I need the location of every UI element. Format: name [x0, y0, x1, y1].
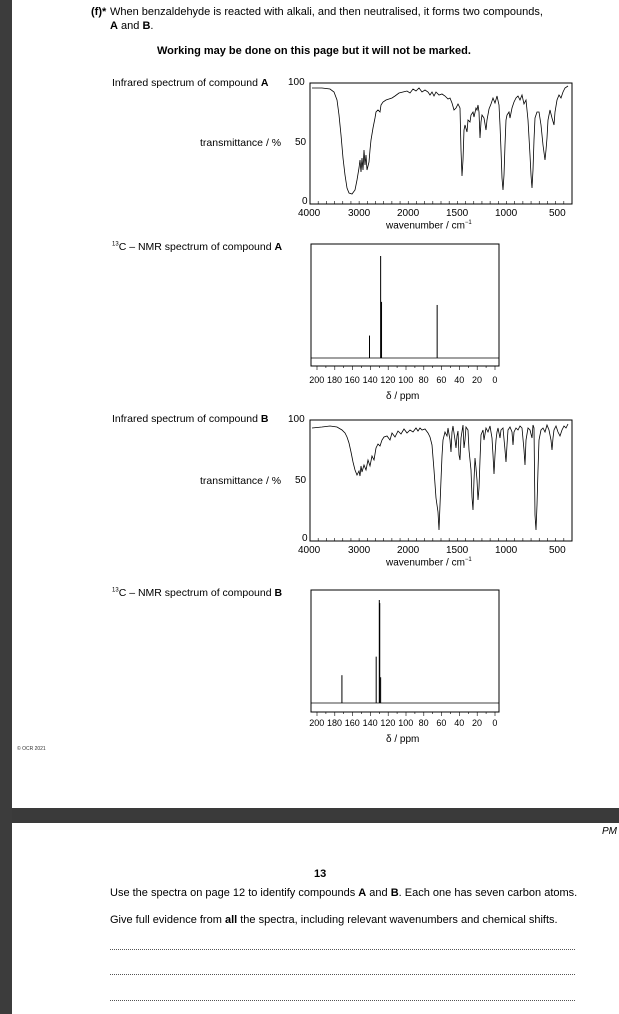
ir-a-x-label: wavenumber / $cm^{-1}$	[386, 220, 472, 232]
ir-b-title: Infrared spectrum of compound B	[112, 413, 269, 425]
nmr-tick-label: 60	[436, 375, 447, 385]
nmr-tick-label: 0	[492, 718, 498, 728]
nmr-b-peaks	[342, 600, 381, 703]
ir-a-xtick-1000: 1000	[495, 208, 518, 219]
nmr-tick-label: 60	[436, 718, 447, 728]
nmr-b-title: $^{13}$C – NMR spectrum of compound B	[112, 587, 283, 599]
ir-a-ytick-100: 100	[288, 77, 305, 88]
nmr-tick-label: 140	[362, 375, 378, 385]
nmr-tick-label: 200	[309, 375, 325, 385]
nmr-tick-label: 40	[454, 375, 465, 385]
nmr-tick-label: 160	[344, 375, 360, 385]
ir-a-xtick-500: 500	[549, 208, 566, 219]
nmr-b-frame	[311, 590, 499, 712]
ir-a-y-label: transmittance / %	[200, 137, 282, 149]
nmr-tick-label: 120	[380, 375, 396, 385]
exam-page-12	[12, 0, 619, 808]
ir-b-xtick-1500: 1500	[446, 545, 469, 556]
ir-a-xtick-1500: 1500	[446, 208, 469, 219]
ir-b-ytick-50: 50	[295, 475, 307, 486]
nmr-tick-label: 100	[398, 375, 414, 385]
ir-a-xtick-3000: 3000	[348, 208, 371, 219]
ir-b-xtick-500: 500	[549, 545, 566, 556]
ir-b-ytick-100: 100	[288, 414, 305, 425]
exam-page-13	[12, 823, 619, 1014]
nmr-b-x-label: δ / ppm	[386, 734, 420, 745]
nmr-tick-label: 40	[454, 718, 465, 728]
answer-line[interactable]	[110, 1000, 575, 1001]
nmr-tick-label: 140	[362, 718, 378, 728]
ir-b-x-label: wavenumber / $cm^{-1}$	[386, 557, 472, 569]
question-label: (f)*	[91, 6, 107, 18]
ir-a-xtick-4000: 4000	[298, 208, 321, 219]
instruction-1: Use the spectra on page 12 to identify compounds A and B. Each one has seven carbon atoms.	[110, 887, 578, 899]
page-mark: PM	[602, 826, 617, 837]
nmr-tick-label: 80	[418, 718, 429, 728]
ir-b-xtick-4000: 4000	[298, 545, 321, 556]
nmr-tick-label: 80	[418, 375, 429, 385]
nmr-a-x-label: δ / ppm	[386, 391, 420, 402]
copyright: © OCR 2021	[17, 746, 46, 752]
nmr-tick-label: 180	[327, 718, 343, 728]
answer-line[interactable]	[110, 974, 575, 975]
ir-b-ytick-0: 0	[302, 533, 308, 544]
instruction-2: Give full evidence from all the spectra, including relevant wavenumbers and chemical shifts.	[110, 914, 558, 926]
ir-b-xtick-2000: 2000	[397, 545, 420, 556]
nmr-tick-label: 180	[327, 375, 343, 385]
nmr-tick-label: 20	[472, 718, 483, 728]
nmr-b-ticks	[317, 712, 495, 716]
working-note: Working may be done on this page but it will not be marked.	[157, 45, 471, 57]
nmr-tick-label: 0	[492, 375, 498, 385]
ir-a-ytick-50: 50	[295, 137, 307, 148]
nmr-a-title: $^{13}$C – NMR spectrum of compound A	[112, 241, 283, 253]
ir-a-title: Infrared spectrum of compound A	[112, 77, 269, 89]
ir-b-xtick-3000: 3000	[348, 545, 371, 556]
ir-a-ytick-0: 0	[302, 196, 308, 207]
ir-b-y-label: transmittance / %	[200, 475, 282, 487]
page-number: 13	[314, 868, 327, 880]
ir-a-xtick-2000: 2000	[397, 208, 420, 219]
nmr-tick-label: 20	[472, 375, 483, 385]
question-text: When benzaldehyde is reacted with alkali, and then neutralised, it forms two compounds,	[110, 6, 543, 18]
nmr-tick-label: 200	[309, 718, 325, 728]
nmr-tick-label: 100	[398, 718, 414, 728]
ir-b-xtick-1000: 1000	[495, 545, 518, 556]
nmr-tick-label: 120	[380, 718, 396, 728]
viewer-left-margin	[0, 0, 12, 1014]
answer-line[interactable]	[110, 949, 575, 950]
nmr-tick-label: 160	[344, 718, 360, 728]
nmr-b-chart	[12, 0, 619, 808]
question-text-line2: A and B.	[110, 20, 154, 32]
